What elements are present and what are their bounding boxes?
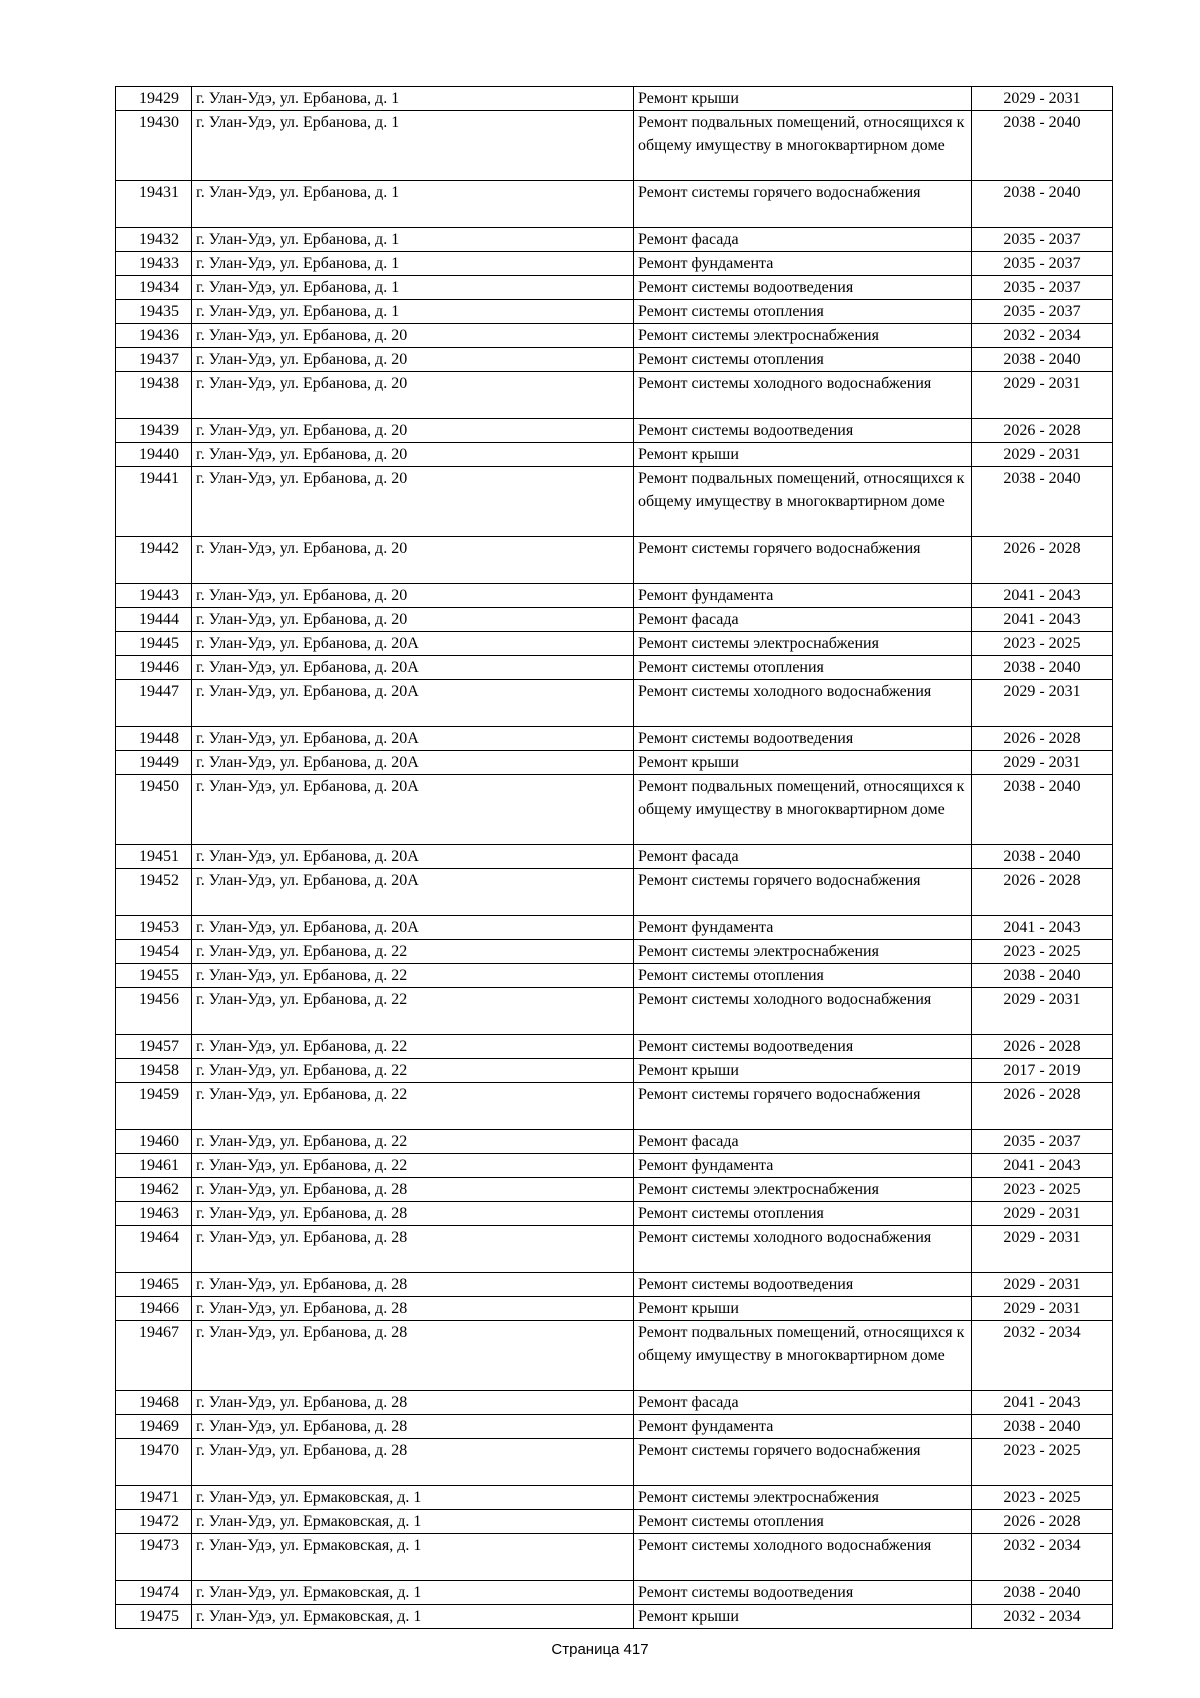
table-row	[116, 1415, 1113, 1439]
table-row	[116, 111, 1113, 181]
table-row	[116, 537, 1113, 584]
table-row	[116, 252, 1113, 276]
table-row	[116, 1534, 1113, 1581]
work-type-cell: Ремонт системы водоотведения	[634, 1035, 972, 1059]
table-row	[116, 1439, 1113, 1486]
row-number-cell: 19466	[116, 1297, 192, 1321]
table-row	[116, 324, 1113, 348]
address-cell: г. Улан-Удэ, ул. Ербанова, д. 20А	[192, 727, 634, 751]
address-cell: г. Улан-Удэ, ул. Ербанова, д. 20	[192, 584, 634, 608]
period-cell: 2038 - 2040	[972, 775, 1113, 845]
row-number-cell: 19431	[116, 181, 192, 228]
period-cell: 2038 - 2040	[972, 845, 1113, 869]
row-number-cell: 19470	[116, 1439, 192, 1486]
table-row	[116, 1391, 1113, 1415]
work-type-cell: Ремонт системы холодного водоснабжения	[634, 680, 972, 727]
row-number-cell: 19469	[116, 1415, 192, 1439]
work-type-cell: Ремонт системы электроснабжения	[634, 1486, 972, 1510]
row-number-cell: 19445	[116, 632, 192, 656]
row-number-cell: 19441	[116, 467, 192, 537]
period-cell: 2038 - 2040	[972, 181, 1113, 228]
work-type-cell: Ремонт крыши	[634, 443, 972, 467]
address-cell: г. Улан-Удэ, ул. Ербанова, д. 20А	[192, 916, 634, 940]
address-cell: г. Улан-Удэ, ул. Ербанова, д. 22	[192, 1059, 634, 1083]
work-type-cell: Ремонт системы водоотведения	[634, 1581, 972, 1605]
work-type-cell: Ремонт системы отопления	[634, 1202, 972, 1226]
table-row	[116, 845, 1113, 869]
table-row	[116, 1059, 1113, 1083]
row-number-cell: 19432	[116, 228, 192, 252]
row-number-cell: 19450	[116, 775, 192, 845]
address-cell: г. Улан-Удэ, ул. Ербанова, д. 28	[192, 1391, 634, 1415]
address-cell: г. Улан-Удэ, ул. Ербанова, д. 20А	[192, 751, 634, 775]
period-cell: 2026 - 2028	[972, 869, 1113, 916]
period-cell: 2032 - 2034	[972, 1534, 1113, 1581]
row-number-cell: 19452	[116, 869, 192, 916]
work-type-cell: Ремонт крыши	[634, 1605, 972, 1629]
table-row	[116, 348, 1113, 372]
period-cell: 2041 - 2043	[972, 916, 1113, 940]
row-number-cell: 19440	[116, 443, 192, 467]
row-number-cell: 19434	[116, 276, 192, 300]
address-cell: г. Улан-Удэ, ул. Ербанова, д. 20	[192, 324, 634, 348]
address-cell: г. Улан-Удэ, ул. Ербанова, д. 28	[192, 1321, 634, 1391]
table-row	[116, 1510, 1113, 1534]
work-type-cell: Ремонт системы водоотведения	[634, 1273, 972, 1297]
table-body	[116, 87, 1113, 1629]
table-row	[116, 1486, 1113, 1510]
table-row	[116, 1321, 1113, 1391]
period-cell: 2032 - 2034	[972, 1605, 1113, 1629]
period-cell: 2029 - 2031	[972, 1297, 1113, 1321]
address-cell: г. Улан-Удэ, ул. Ербанова, д. 28	[192, 1273, 634, 1297]
address-cell: г. Улан-Удэ, ул. Ермаковская, д. 1	[192, 1581, 634, 1605]
address-cell: г. Улан-Удэ, ул. Ербанова, д. 22	[192, 1154, 634, 1178]
work-type-cell: Ремонт фасада	[634, 608, 972, 632]
row-number-cell: 19453	[116, 916, 192, 940]
period-cell: 2038 - 2040	[972, 964, 1113, 988]
address-cell: г. Улан-Удэ, ул. Ермаковская, д. 1	[192, 1534, 634, 1581]
address-cell: г. Улан-Удэ, ул. Ербанова, д. 1	[192, 276, 634, 300]
page-number: Страница 417	[551, 1641, 649, 1658]
work-type-cell: Ремонт системы отопления	[634, 656, 972, 680]
work-type-cell: Ремонт системы горячего водоснабжения	[634, 869, 972, 916]
address-cell: г. Улан-Удэ, ул. Ербанова, д. 28	[192, 1439, 634, 1486]
row-number-cell: 19437	[116, 348, 192, 372]
period-cell: 2041 - 2043	[972, 1391, 1113, 1415]
period-cell: 2017 - 2019	[972, 1059, 1113, 1083]
work-type-cell: Ремонт фундамента	[634, 1154, 972, 1178]
period-cell: 2026 - 2028	[972, 537, 1113, 584]
work-type-cell: Ремонт крыши	[634, 87, 972, 111]
row-number-cell: 19454	[116, 940, 192, 964]
period-cell: 2023 - 2025	[972, 1439, 1113, 1486]
row-number-cell: 19472	[116, 1510, 192, 1534]
work-type-cell: Ремонт системы отопления	[634, 348, 972, 372]
table-row	[116, 87, 1113, 111]
period-cell: 2035 - 2037	[972, 252, 1113, 276]
work-type-cell: Ремонт крыши	[634, 1059, 972, 1083]
address-cell: г. Улан-Удэ, ул. Ербанова, д. 28	[192, 1178, 634, 1202]
period-cell: 2038 - 2040	[972, 1415, 1113, 1439]
address-cell: г. Улан-Удэ, ул. Ербанова, д. 20А	[192, 845, 634, 869]
table-row	[116, 1581, 1113, 1605]
address-cell: г. Улан-Удэ, ул. Ербанова, д. 20А	[192, 656, 634, 680]
work-type-cell: Ремонт системы холодного водоснабжения	[634, 988, 972, 1035]
table-row	[116, 1130, 1113, 1154]
table-row	[116, 300, 1113, 324]
period-cell: 2041 - 2043	[972, 584, 1113, 608]
address-cell: г. Улан-Удэ, ул. Ербанова, д. 20	[192, 608, 634, 632]
address-cell: г. Улан-Удэ, ул. Ербанова, д. 20А	[192, 680, 634, 727]
period-cell: 2029 - 2031	[972, 1202, 1113, 1226]
table-row	[116, 940, 1113, 964]
work-type-cell: Ремонт фасада	[634, 1391, 972, 1415]
table-row	[116, 1273, 1113, 1297]
work-type-cell: Ремонт фасада	[634, 228, 972, 252]
table-row	[116, 1154, 1113, 1178]
address-cell: г. Улан-Удэ, ул. Ербанова, д. 22	[192, 1035, 634, 1059]
period-cell: 2041 - 2043	[972, 1154, 1113, 1178]
period-cell: 2029 - 2031	[972, 1273, 1113, 1297]
row-number-cell: 19471	[116, 1486, 192, 1510]
period-cell: 2023 - 2025	[972, 1178, 1113, 1202]
row-number-cell: 19464	[116, 1226, 192, 1273]
work-type-cell: Ремонт системы электроснабжения	[634, 632, 972, 656]
row-number-cell: 19467	[116, 1321, 192, 1391]
table-row	[116, 372, 1113, 419]
table-row	[116, 608, 1113, 632]
address-cell: г. Улан-Удэ, ул. Ербанова, д. 20А	[192, 775, 634, 845]
table-row	[116, 751, 1113, 775]
address-cell: г. Улан-Удэ, ул. Ербанова, д. 1	[192, 300, 634, 324]
table-row	[116, 1202, 1113, 1226]
table-row	[116, 1035, 1113, 1059]
table-row	[116, 276, 1113, 300]
row-number-cell: 19462	[116, 1178, 192, 1202]
address-cell: г. Улан-Удэ, ул. Ербанова, д. 1	[192, 87, 634, 111]
work-type-cell: Ремонт системы горячего водоснабжения	[634, 181, 972, 228]
work-type-cell: Ремонт системы водоотведения	[634, 276, 972, 300]
table-row	[116, 1178, 1113, 1202]
address-cell: г. Улан-Удэ, ул. Ербанова, д. 1	[192, 181, 634, 228]
period-cell: 2026 - 2028	[972, 727, 1113, 751]
work-type-cell: Ремонт системы электроснабжения	[634, 940, 972, 964]
period-cell: 2023 - 2025	[972, 940, 1113, 964]
row-number-cell: 19463	[116, 1202, 192, 1226]
address-cell: г. Улан-Удэ, ул. Ербанова, д. 20	[192, 372, 634, 419]
work-type-cell: Ремонт системы электроснабжения	[634, 324, 972, 348]
row-number-cell: 19474	[116, 1581, 192, 1605]
work-type-cell: Ремонт системы горячего водоснабжения	[634, 537, 972, 584]
table-row	[116, 181, 1113, 228]
table-row	[116, 1605, 1113, 1629]
work-type-cell: Ремонт системы холодного водоснабжения	[634, 1226, 972, 1273]
address-cell: г. Улан-Удэ, ул. Ербанова, д. 28	[192, 1226, 634, 1273]
period-cell: 2038 - 2040	[972, 467, 1113, 537]
work-type-cell: Ремонт системы отопления	[634, 1510, 972, 1534]
period-cell: 2029 - 2031	[972, 1226, 1113, 1273]
address-cell: г. Улан-Удэ, ул. Ербанова, д. 22	[192, 940, 634, 964]
row-number-cell: 19433	[116, 252, 192, 276]
work-type-cell: Ремонт фундамента	[634, 1415, 972, 1439]
row-number-cell: 19465	[116, 1273, 192, 1297]
row-number-cell: 19442	[116, 537, 192, 584]
work-type-cell: Ремонт системы водоотведения	[634, 419, 972, 443]
row-number-cell: 19455	[116, 964, 192, 988]
row-number-cell: 19459	[116, 1083, 192, 1130]
period-cell: 2035 - 2037	[972, 300, 1113, 324]
period-cell: 2029 - 2031	[972, 443, 1113, 467]
period-cell: 2035 - 2037	[972, 1130, 1113, 1154]
table-row	[116, 869, 1113, 916]
table-row	[116, 1083, 1113, 1130]
work-type-cell: Ремонт системы холодного водоснабжения	[634, 1534, 972, 1581]
address-cell: г. Улан-Удэ, ул. Ермаковская, д. 1	[192, 1605, 634, 1629]
table-row	[116, 228, 1113, 252]
row-number-cell: 19430	[116, 111, 192, 181]
period-cell: 2026 - 2028	[972, 1510, 1113, 1534]
table-row	[116, 584, 1113, 608]
address-cell: г. Улан-Удэ, ул. Ербанова, д. 28	[192, 1297, 634, 1321]
work-type-cell: Ремонт системы водоотведения	[634, 727, 972, 751]
period-cell: 2038 - 2040	[972, 348, 1113, 372]
table-row	[116, 727, 1113, 751]
row-number-cell: 19457	[116, 1035, 192, 1059]
address-cell: г. Улан-Удэ, ул. Ербанова, д. 20А	[192, 869, 634, 916]
address-cell: г. Улан-Удэ, ул. Ербанова, д. 22	[192, 988, 634, 1035]
repair-schedule-table	[115, 86, 1113, 1629]
row-number-cell: 19429	[116, 87, 192, 111]
table-row	[116, 916, 1113, 940]
row-number-cell: 19447	[116, 680, 192, 727]
work-type-cell: Ремонт системы электроснабжения	[634, 1178, 972, 1202]
period-cell: 2038 - 2040	[972, 656, 1113, 680]
address-cell: г. Улан-Удэ, ул. Ербанова, д. 1	[192, 228, 634, 252]
work-type-cell: Ремонт системы горячего водоснабжения	[634, 1083, 972, 1130]
row-number-cell: 19443	[116, 584, 192, 608]
work-type-cell: Ремонт системы отопления	[634, 300, 972, 324]
work-type-cell: Ремонт системы отопления	[634, 964, 972, 988]
period-cell: 2041 - 2043	[972, 608, 1113, 632]
period-cell: 2023 - 2025	[972, 632, 1113, 656]
table-row	[116, 419, 1113, 443]
period-cell: 2029 - 2031	[972, 87, 1113, 111]
row-number-cell: 19473	[116, 1534, 192, 1581]
row-number-cell: 19435	[116, 300, 192, 324]
work-type-cell: Ремонт подвальных помещений, относящихся к общему имуществу в многоквартирном доме	[634, 775, 972, 845]
table-row	[116, 467, 1113, 537]
work-type-cell: Ремонт фасада	[634, 1130, 972, 1154]
address-cell: г. Улан-Удэ, ул. Ербанова, д. 20	[192, 419, 634, 443]
address-cell: г. Улан-Удэ, ул. Ербанова, д. 20	[192, 537, 634, 584]
row-number-cell: 19436	[116, 324, 192, 348]
table-row	[116, 964, 1113, 988]
row-number-cell: 19451	[116, 845, 192, 869]
period-cell: 2026 - 2028	[972, 419, 1113, 443]
address-cell: г. Улан-Удэ, ул. Ербанова, д. 28	[192, 1415, 634, 1439]
period-cell: 2026 - 2028	[972, 1035, 1113, 1059]
address-cell: г. Улан-Удэ, ул. Ербанова, д. 22	[192, 1083, 634, 1130]
table-row	[116, 680, 1113, 727]
period-cell: 2023 - 2025	[972, 1486, 1113, 1510]
row-number-cell: 19460	[116, 1130, 192, 1154]
row-number-cell: 19448	[116, 727, 192, 751]
address-cell: г. Улан-Удэ, ул. Ербанова, д. 1	[192, 252, 634, 276]
period-cell: 2029 - 2031	[972, 372, 1113, 419]
address-cell: г. Улан-Удэ, ул. Ербанова, д. 1	[192, 111, 634, 181]
table-row	[116, 656, 1113, 680]
address-cell: г. Улан-Удэ, ул. Ербанова, д. 20А	[192, 632, 634, 656]
table-row	[116, 1226, 1113, 1273]
address-cell: г. Улан-Удэ, ул. Ербанова, д. 22	[192, 1130, 634, 1154]
row-number-cell: 19444	[116, 608, 192, 632]
address-cell: г. Улан-Удэ, ул. Ермаковская, д. 1	[192, 1510, 634, 1534]
work-type-cell: Ремонт фундамента	[634, 584, 972, 608]
address-cell: г. Улан-Удэ, ул. Ербанова, д. 22	[192, 964, 634, 988]
work-type-cell: Ремонт системы горячего водоснабжения	[634, 1439, 972, 1486]
work-type-cell: Ремонт системы холодного водоснабжения	[634, 372, 972, 419]
period-cell: 2038 - 2040	[972, 1581, 1113, 1605]
work-type-cell: Ремонт фасада	[634, 845, 972, 869]
work-type-cell: Ремонт подвальных помещений, относящихся к общему имуществу в многоквартирном доме	[634, 111, 972, 181]
period-cell: 2029 - 2031	[972, 751, 1113, 775]
address-cell: г. Улан-Удэ, ул. Ербанова, д. 20	[192, 467, 634, 537]
work-type-cell: Ремонт фундамента	[634, 252, 972, 276]
row-number-cell: 19475	[116, 1605, 192, 1629]
table-row	[116, 443, 1113, 467]
work-type-cell: Ремонт подвальных помещений, относящихся к общему имуществу в многоквартирном доме	[634, 467, 972, 537]
table-row	[116, 1297, 1113, 1321]
table-row	[116, 632, 1113, 656]
period-cell: 2038 - 2040	[972, 111, 1113, 181]
period-cell: 2035 - 2037	[972, 276, 1113, 300]
row-number-cell: 19449	[116, 751, 192, 775]
address-cell: г. Улан-Удэ, ул. Ермаковская, д. 1	[192, 1486, 634, 1510]
address-cell: г. Улан-Удэ, ул. Ербанова, д. 20	[192, 348, 634, 372]
work-type-cell: Ремонт крыши	[634, 1297, 972, 1321]
period-cell: 2026 - 2028	[972, 1083, 1113, 1130]
address-cell: г. Улан-Удэ, ул. Ербанова, д. 20	[192, 443, 634, 467]
row-number-cell: 19461	[116, 1154, 192, 1178]
period-cell: 2032 - 2034	[972, 1321, 1113, 1391]
row-number-cell: 19446	[116, 656, 192, 680]
row-number-cell: 19438	[116, 372, 192, 419]
table-row	[116, 775, 1113, 845]
period-cell: 2035 - 2037	[972, 228, 1113, 252]
work-type-cell: Ремонт подвальных помещений, относящихся к общему имуществу в многоквартирном доме	[634, 1321, 972, 1391]
row-number-cell: 19468	[116, 1391, 192, 1415]
period-cell: 2032 - 2034	[972, 324, 1113, 348]
row-number-cell: 19456	[116, 988, 192, 1035]
address-cell: г. Улан-Удэ, ул. Ербанова, д. 28	[192, 1202, 634, 1226]
table-row	[116, 988, 1113, 1035]
work-type-cell: Ремонт фундамента	[634, 916, 972, 940]
period-cell: 2029 - 2031	[972, 988, 1113, 1035]
row-number-cell: 19439	[116, 419, 192, 443]
work-type-cell: Ремонт крыши	[634, 751, 972, 775]
row-number-cell: 19458	[116, 1059, 192, 1083]
period-cell: 2029 - 2031	[972, 680, 1113, 727]
